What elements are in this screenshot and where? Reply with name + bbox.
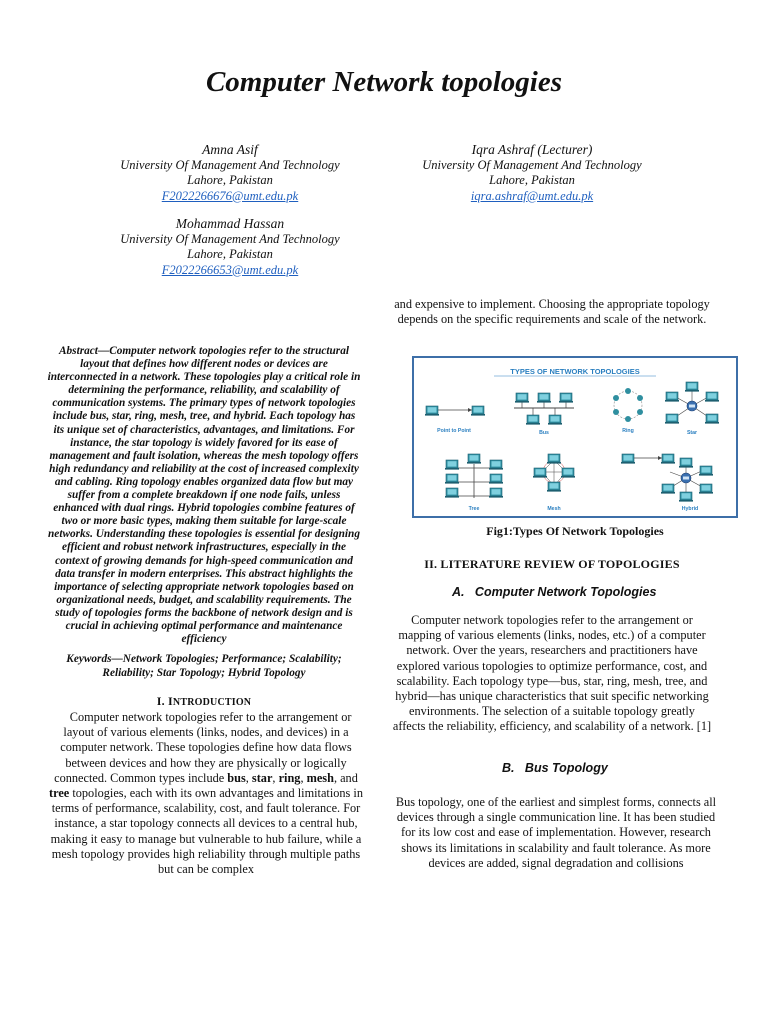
point-to-point-diagram xyxy=(425,406,485,434)
label-star: Star xyxy=(686,430,698,436)
tree-diagram xyxy=(445,454,503,512)
author-affiliation: University Of Management And Technology xyxy=(422,157,642,172)
hybrid-diagram xyxy=(621,454,713,512)
sep: , xyxy=(272,770,279,785)
figure-network-topologies xyxy=(412,356,738,518)
author-email-link[interactable]: iqra.ashraf@umt.edu.pk xyxy=(470,188,594,203)
intro-text-a: Computer network topologies refer to the arrangement or layout of various elements (links, nodes, and devices) in a computer network. These topologies define how data flows between devices and how they are physically or logically connected. Common types include xyxy=(54,710,352,785)
author-email-link[interactable]: F2022266676@umt.edu.pk xyxy=(161,188,299,203)
author-affiliation: University Of Management And Technology xyxy=(120,157,340,172)
subsection-title: Bus Topology xyxy=(524,761,608,775)
author-block-2 xyxy=(392,142,672,204)
heading-prefix: I. I xyxy=(156,694,173,708)
topologies-diagram xyxy=(414,358,736,516)
term-star: star xyxy=(251,770,273,785)
term-tree: tree xyxy=(49,786,70,801)
intro-paragraph xyxy=(46,710,366,877)
term-mesh: mesh xyxy=(306,770,334,785)
heading-smallcaps: NTRODUCTION xyxy=(172,697,252,708)
subsection-number: A. xyxy=(452,585,465,599)
intro-continuation: and expensive to implement. Choosing the appropriate topology depends on the specific requirements and scale of the network. xyxy=(394,297,710,327)
author-name: Amna Asif xyxy=(202,142,258,157)
author-email-link[interactable]: F2022266653@umt.edu.pk xyxy=(161,262,299,277)
sep: , xyxy=(245,770,252,785)
author-name: Mohammad Hassan xyxy=(175,216,285,231)
author-location: Lahore, Pakistan xyxy=(489,173,575,187)
author-block-3 xyxy=(80,216,380,278)
literature-paragraph-a: Computer network topologies refer to the arrangement or mapping of various elements (links, nodes, etc.) of a computer network. Over the years, researchers and practitioners have explored various topologies to optimize performance, cost, and scalability. Each topology type—bus, star, ring, mesh, tree, and hybrid—has unique characteristics that suit specific networking environments. The selection of a suitable topology greatly affects the reliability, efficiency, and scalability of a network. [1] xyxy=(392,613,712,734)
star-diagram xyxy=(665,382,719,436)
literature-paragraph-b: Bus topology, one of the earliest and simplest forms, connects all devices through a single communication line. It has been studied for its low cost and ease of implementation. However, research shows its limitations in scalability and fault tolerance. As more devices are added, signal degradation and collisions xyxy=(395,795,717,870)
label-tree: Tree xyxy=(468,506,480,512)
subsection-number: B. xyxy=(502,761,515,775)
author-affiliation: University Of Management And Technology xyxy=(120,231,340,246)
author-location: Lahore, Pakistan xyxy=(187,247,273,261)
subsection-heading-a xyxy=(452,585,656,599)
figure-title: TYPES OF NETWORK TOPOLOGIES xyxy=(510,367,640,376)
figure-caption: Fig1:Types Of Network Topologies xyxy=(486,524,664,538)
label-ring: Ring xyxy=(622,428,634,434)
author-block-1 xyxy=(80,142,380,204)
ring-diagram xyxy=(613,388,643,434)
bus-diagram xyxy=(514,393,574,436)
abstract: Abstract—Computer network topologies refer to the structural layout that defines how different nodes or devices are interconnected in a network. These topologies play a critical role in determining the performance, reliability, and scalability of communication systems. The primary types of network topologies include bus, star, ring, mesh, tree, and hybrid. Each topology has its unique set of characteristics, advantages, and limitations. For instance, the star topology is widely favored for its ease of management and fault isolation, whereas the mesh topology offers high redundancy and reliability at the cost of increased complexity and cabling. Ring topology enables organized data flow but may suffer from a complete breakdown if one node fails, unless enhanced with dual rings. Hybrid topologies combine features of two or more basic types, making them suitable for large-scale networks. Understanding these topologies is essential for designing efficient and robust network infrastructures, especially in the context of growing demands for high-speed communication and data transfer in modern enterprises. This abstract highlights the importance of selecting appropriate network topologies based on organizational needs, budget, and scalability requirements. The study of topologies forms the backbone of network design and is crucial in achieving optimal performance and maintenance efficiency xyxy=(47,345,361,646)
paper-title: Computer Network topologies xyxy=(205,66,563,98)
section-heading-introduction xyxy=(46,694,362,709)
label-hybrid: Hybrid xyxy=(681,506,699,512)
keywords: Keywords—Network Topologies; Performance; Scalability; Reliability; Star Topology; Hybrid Topology xyxy=(66,653,342,679)
sep: and xyxy=(337,770,358,785)
term-ring: ring xyxy=(278,770,301,785)
sep: , xyxy=(300,770,307,785)
label-mesh: Mesh xyxy=(547,506,561,512)
mesh-diagram xyxy=(533,454,575,512)
section-heading-literature-review: II. LITERATURE REVIEW OF TOPOLOGIES xyxy=(424,557,680,571)
label-point-to-point: Point to Point xyxy=(437,428,471,434)
term-bus: bus xyxy=(227,770,246,785)
intro-text-b: topologies, each with its own advantages and limitations in terms of performance, scalability, cost, and fault tolerance. For instance, a star topology connects all devices to a central hub, making it easy to manage but vulnerable to hub failure, while a mesh topology provides high reliability through multiple paths but can be complex xyxy=(50,786,363,877)
subsection-heading-b xyxy=(502,761,608,775)
subsection-title: Computer Network Topologies xyxy=(474,585,657,599)
author-name: Iqra Ashraf (Lecturer) xyxy=(471,142,593,157)
author-location: Lahore, Pakistan xyxy=(187,173,273,187)
sep: , xyxy=(333,770,338,785)
label-bus: Bus xyxy=(539,430,549,436)
